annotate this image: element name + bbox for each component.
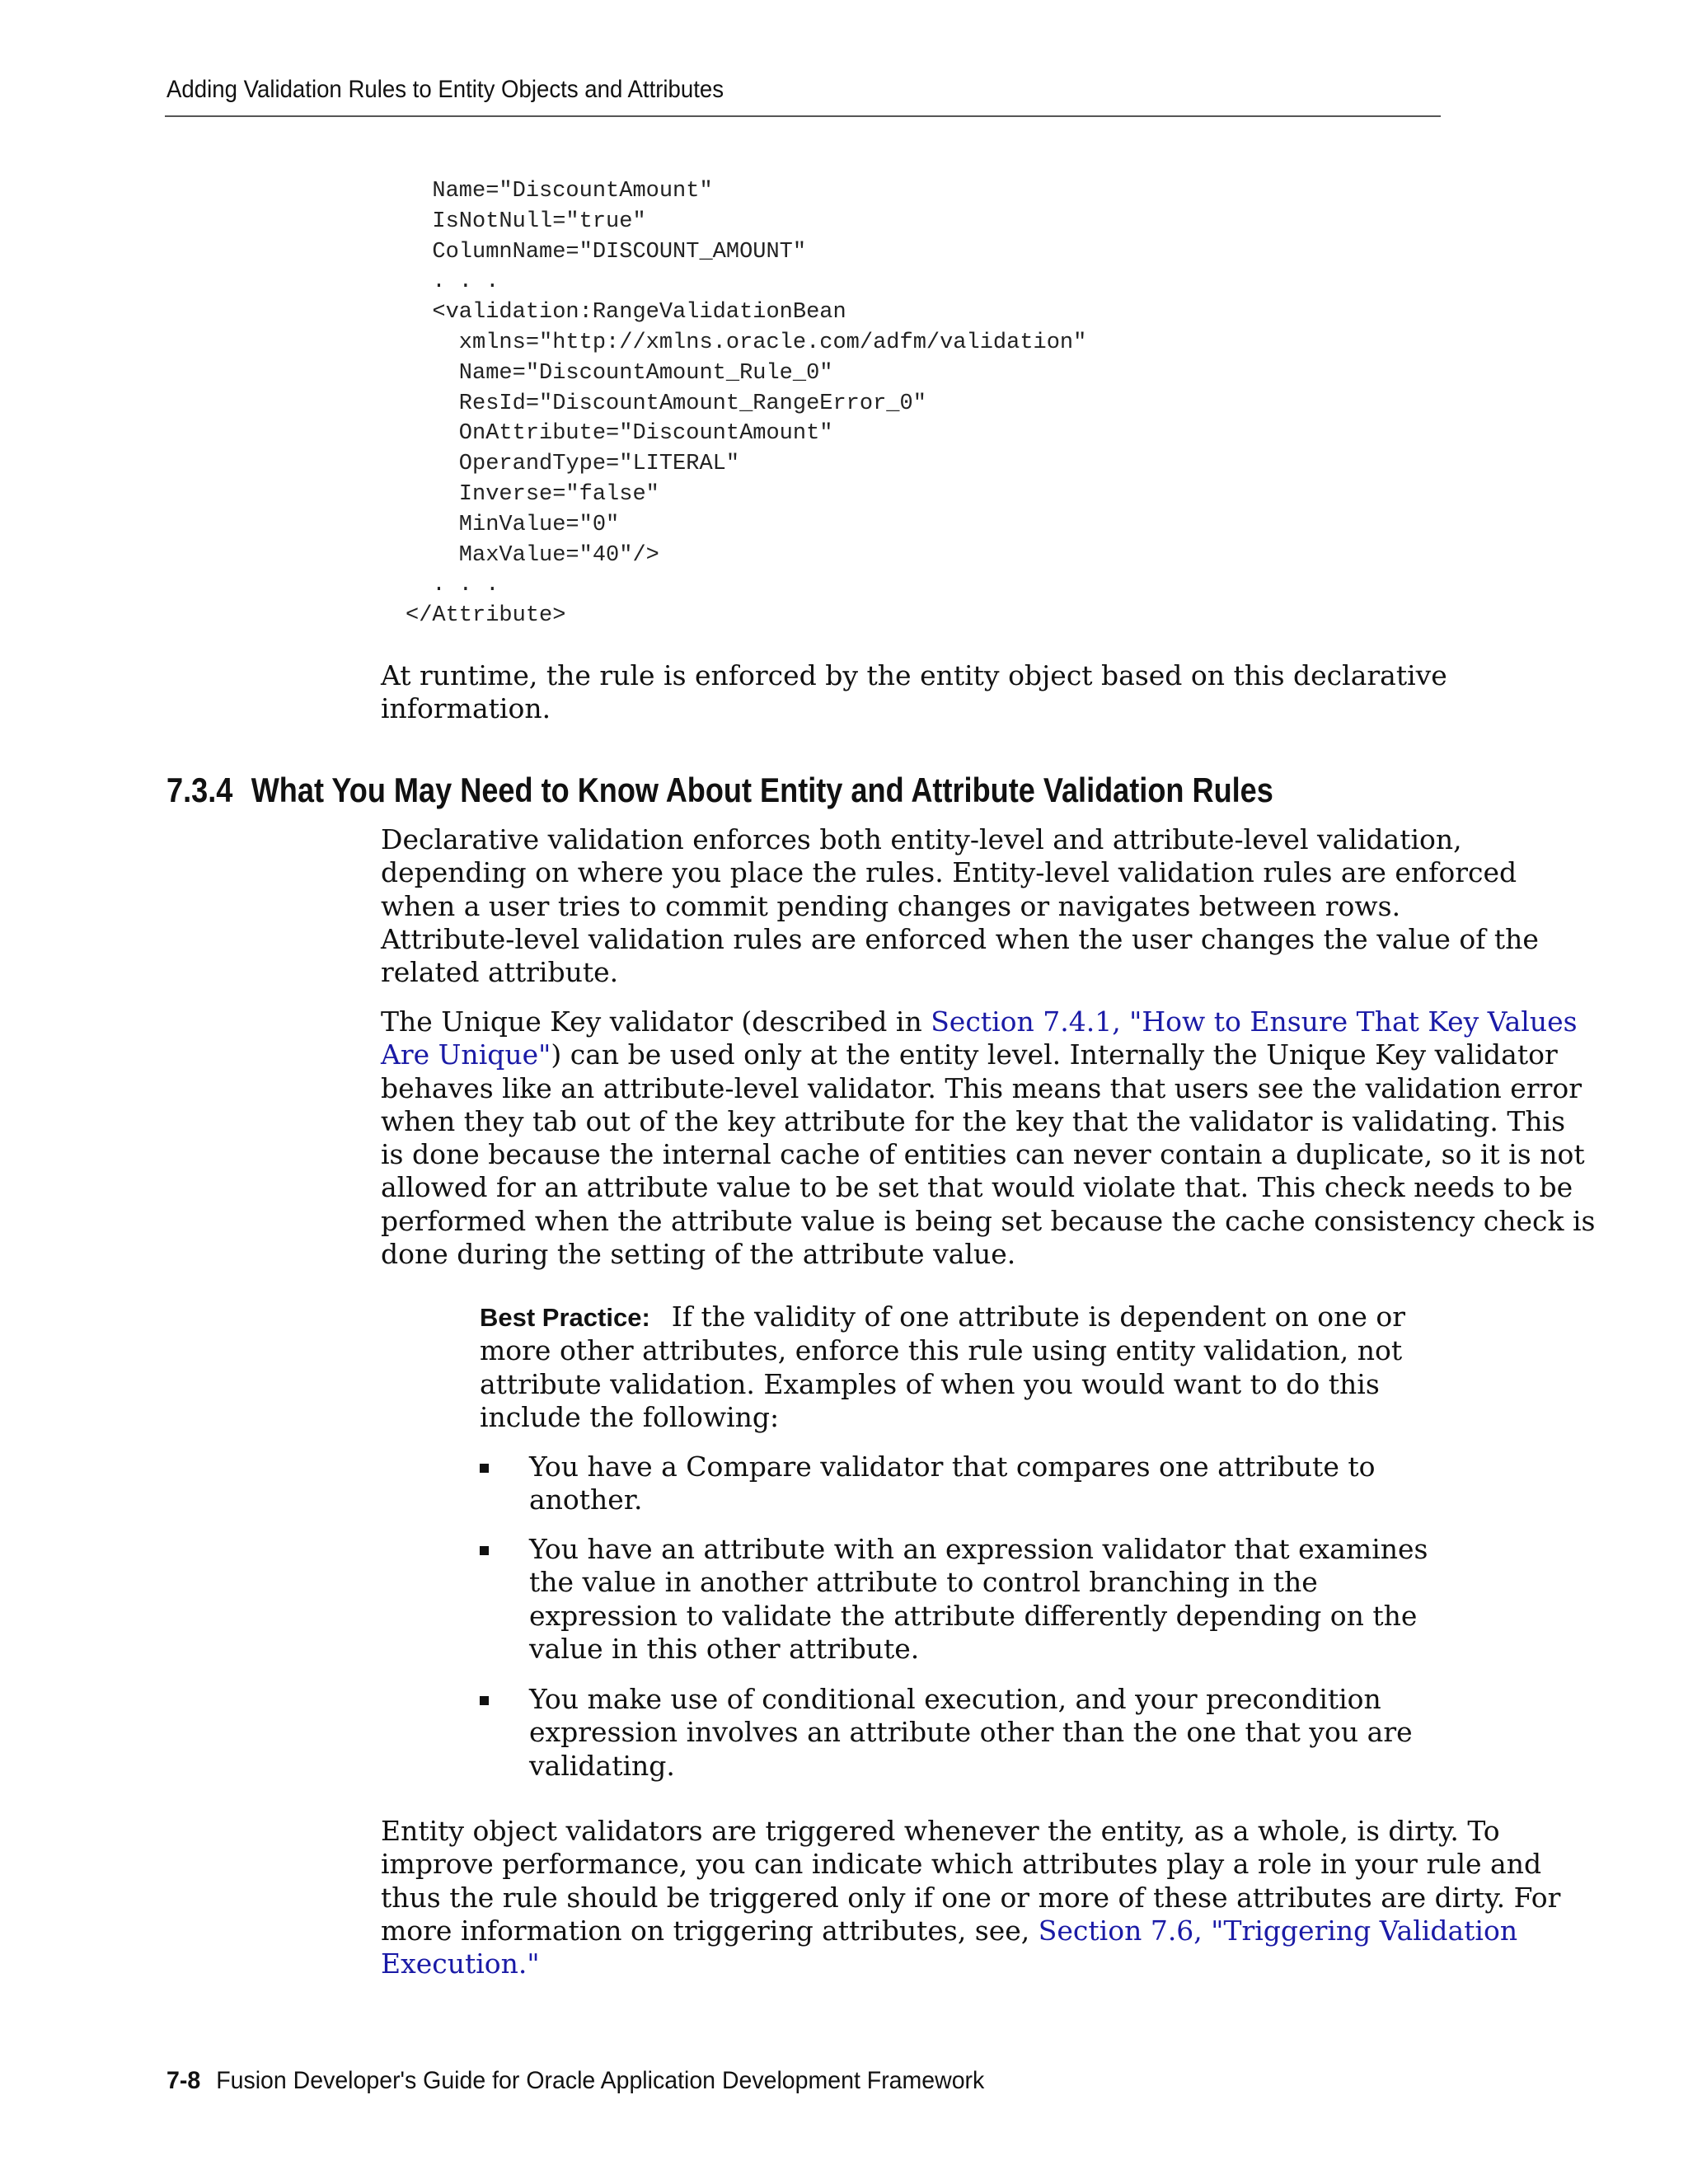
text-line: include the following: [480,1400,780,1433]
code-line: Name="DiscountAmount_Rule_0" [406,360,833,386]
list-item-text [529,1683,1413,1783]
text-line: validating. [529,1749,675,1782]
header-divider [165,115,1441,117]
list-item-text [529,1533,1428,1666]
page-footer [166,2067,984,2095]
list-item-text [529,1451,1375,1517]
text-line: expression involves an attribute other than the one that you are [529,1716,1413,1749]
code-line: MinValue="0" [406,512,620,537]
code-line: ResId="DiscountAmount_RangeError_0" [406,391,926,416]
text-line: when a user tries to commit pending changes or navigates between rows. [381,889,1401,922]
text-line [381,1947,1560,1980]
text-line [381,1915,1560,1947]
text-line: when they tab out of the key attribute for the key that the validator is validating. This [381,1104,1566,1137]
text-line: improve performance, you can indicate which attributes play a role in your rule and [381,1848,1542,1881]
text-line: expression to validate the attribute differently depending on the [529,1599,1418,1632]
book-title: Fusion Developer's Guide for Oracle Application Development Framework [216,2067,985,2094]
text-line: Entity object validators are triggered whenever the entity, as a whole, is dirty. To [381,1815,1500,1847]
text-line: Attribute-level validation rules are enforced when the user changes the value of the [381,922,1539,955]
text-line: performed when the attribute value is being set because the cache consistency check is [381,1204,1596,1237]
text-line: You make use of conditional execution, and your precondition [529,1683,1381,1715]
text-line: thus the rule should be triggered only if one or more of these attributes are dirty. For [381,1881,1561,1914]
text-line: related attribute. [381,956,619,989]
text-line: depending on where you place the rules. Entity-level validation rules are enforced [381,856,1517,889]
code-line: </Attribute> [406,603,566,629]
section-7-6-link-continued[interactable]: Execution." [381,1947,540,1980]
code-line: Name="DiscountAmount" [406,179,713,204]
code-line: IsNotNull="true" [406,209,646,234]
square-bullet-icon [480,1546,489,1555]
code-line: . . . [406,573,499,598]
text-line: information. [381,692,551,725]
text-line [381,1005,1596,1038]
unique-key-paragraph [381,1005,1596,1271]
text-segment: more information on triggering attributes, see, [381,1914,1039,1947]
text-line: is done because the internal cache of entities can never contain a duplicate, so it is not [381,1138,1585,1171]
text-line: done during the setting of the attribute value. [381,1238,1016,1271]
code-line: . . . [406,269,499,295]
code-line: MaxValue="40"/> [406,542,659,568]
square-bullet-icon [480,1464,489,1473]
running-header: Adding Validation Rules to Entity Objects and Attributes [166,76,724,103]
section-title: What You May Need to Know About Entity and Attribute Validation Rules [251,771,1273,809]
page-number: 7-8 [166,2067,201,2094]
best-practice-intro [480,1301,1406,1434]
best-practice-note [480,1301,1428,1782]
code-example [406,176,1086,631]
code-line: Inverse="false" [406,481,659,507]
text-segment: The Unique Key validator (described in [381,1005,931,1038]
text-line: attribute validation. Examples of when you would want to do this [480,1367,1380,1400]
code-line: OperandType="LITERAL" [406,452,740,477]
section-number: 7.3.4 [166,771,233,809]
text-segment: ) can be used only at the entity level. Internally the Unique Key validator [551,1038,1558,1071]
text-line: the value in another attribute to control branching in the [529,1566,1318,1599]
code-line: ColumnName="DISCOUNT_AMOUNT" [406,239,807,265]
text-line: more other attributes, enforce this rule using entity validation, not [480,1334,1403,1367]
declarative-validation-paragraph [381,823,1539,989]
text-line: You have an attribute with an expression validator that examines [529,1533,1428,1565]
runtime-paragraph [381,659,1452,726]
text-line [381,1038,1596,1071]
text-line: value in this other attribute. [529,1632,920,1665]
section-7-6-link[interactable]: Section 7.6, "Triggering Validation [1038,1914,1518,1947]
code-line: <validation:RangeValidationBean [406,300,846,326]
best-practice-label: Best Practice: [480,1303,650,1332]
text-line [480,1301,1406,1334]
text-line: You have a Compare validator that compares one attribute to [529,1451,1376,1483]
code-line: xmlns="http://xmlns.oracle.com/adfm/validation" [406,330,1087,355]
section-7-4-1-link-continued[interactable]: Are Unique" [381,1038,551,1071]
code-line: OnAttribute="DiscountAmount" [406,421,833,447]
text-line: behaves like an attribute-level validator. This means that users see the validation error [381,1071,1582,1104]
square-bullet-icon [480,1696,489,1705]
text-line: Declarative validation enforces both entity-level and attribute-level validation, [381,823,1462,855]
section-7-4-1-link[interactable]: Section 7.4.1, "How to Ensure That Key Values [931,1005,1578,1038]
text-line: At runtime, the rule is enforced by the entity object based on this declarative [381,659,1447,691]
text-line: another. [529,1483,643,1516]
text-line: allowed for an attribute value to be set that would violate that. This check needs to be [381,1171,1573,1204]
text-segment: If the validity of one attribute is dependent on one or [671,1301,1406,1333]
section-heading [166,771,1273,810]
entity-validators-paragraph [381,1815,1560,1980]
